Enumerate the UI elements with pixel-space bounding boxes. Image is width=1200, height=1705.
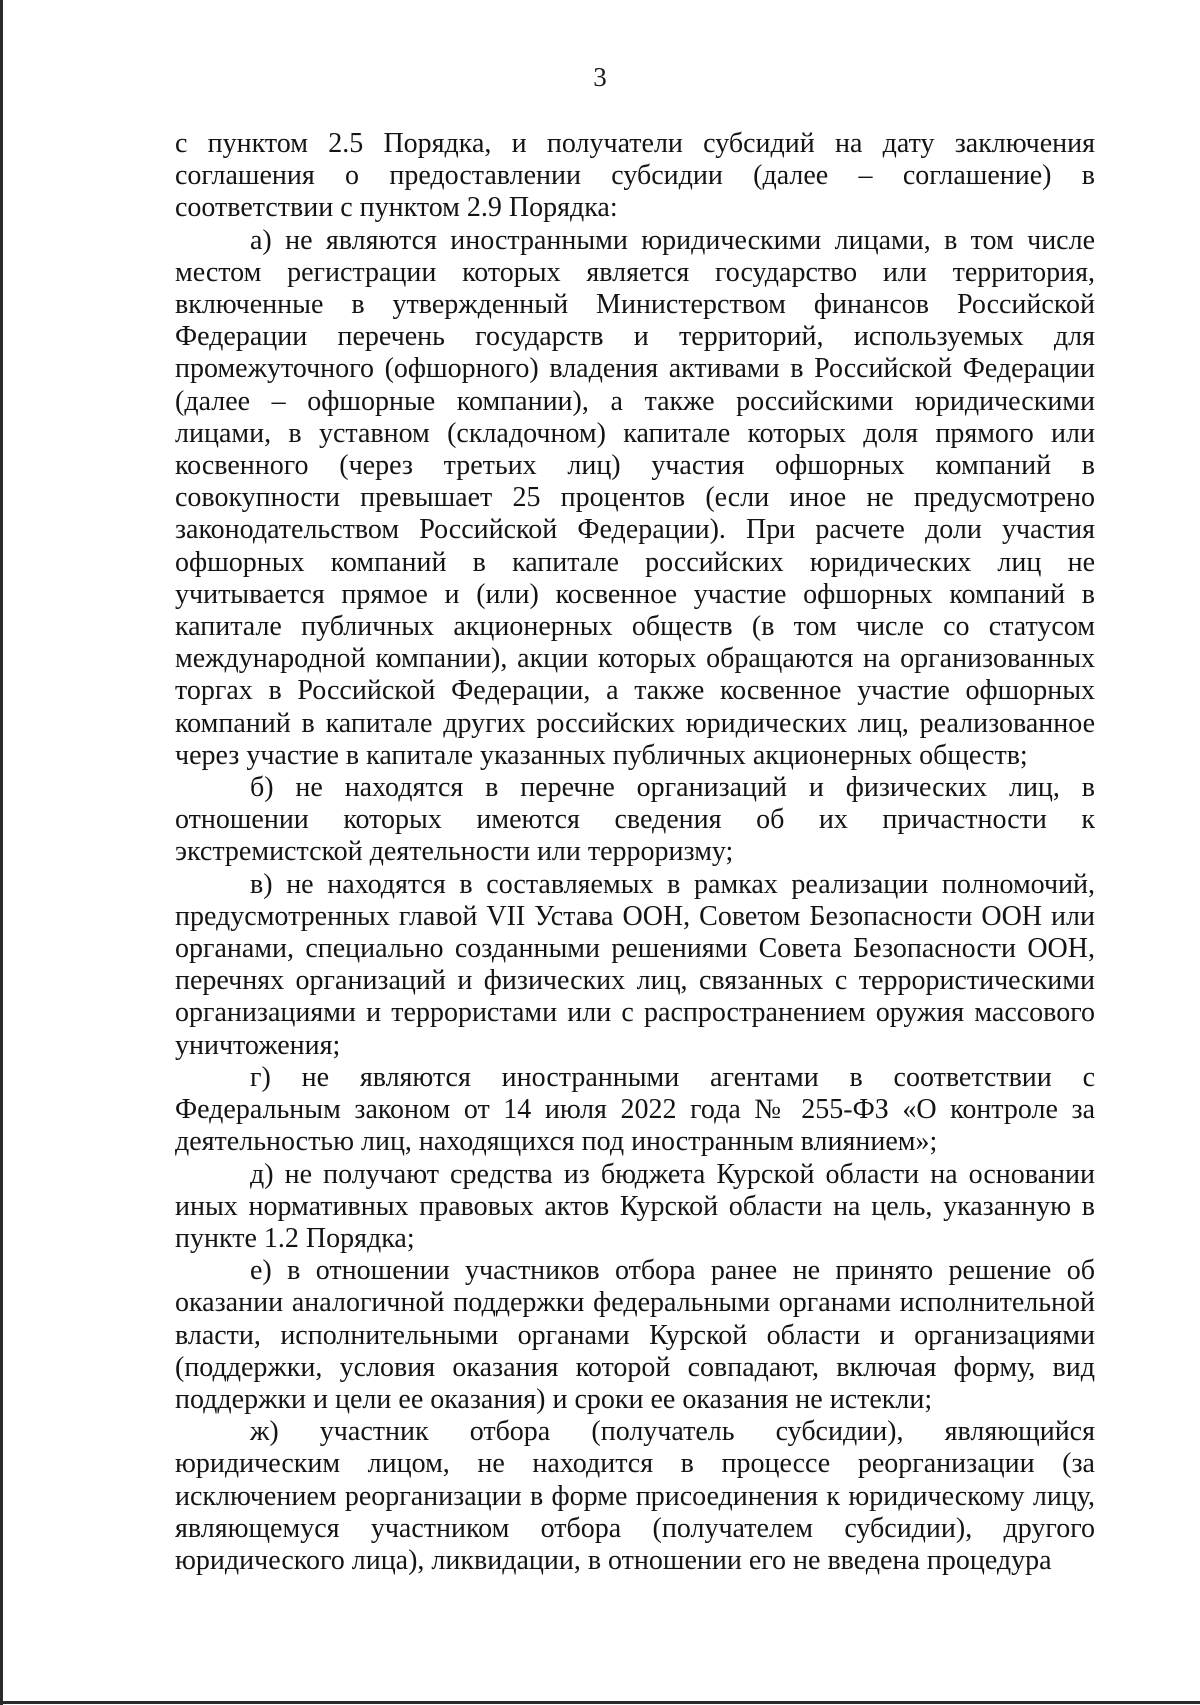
paragraph-item-g: г) не являются иностранными агентами в соответствии с Федеральным законом от 14 июля 2022 года № 255-ФЗ «О контроле за деятельностью лиц, находящихся под иностранным влиянием»; [175, 1061, 1095, 1158]
paragraph-item-zh: ж) участник отбора (получатель субсидии), являющийся юридическим лицом, не находится в процессе реорганизации (за исключением реорганизации в форме присоединения к юридическому лицу, являющемуся участником отбора (получателем субсидии), другого юридического лица), ликвидации, в отношении его не введена процедура [175, 1416, 1095, 1576]
page-number: 3 [593, 62, 607, 92]
paragraph-intro: с пунктом 2.5 Порядка, и получатели субсидий на дату заключения соглашения о предоставлении субсидии (далее – соглашение) в соответствии с пунктом 2.9 Порядка: [175, 128, 1095, 224]
document-body [175, 128, 1095, 1577]
paragraph-item-a: а) не являются иностранными юридическими лицами, в том числе местом регистрации которых является государство или территория, включенные в утвержденный Министерством финансов Российской Федерации перечень государств и территорий, используемых для промежуточного (офшорного) владения активами в Российской Федерации (далее – офшорные компании), а также российскими юридическими лицами, в уставном (складочном) капитале которых доля прямого или косвенного (через третьих лиц) участия офшорных компаний в совокупности превышает 25 процентов (если иное не предусмотрено законодательством Российской Федерации). При расчете доли участия офшорных компаний в капитале российских юридических лиц не учитывается прямое и (или) косвенное участие офшорных компаний в капитале публичных акционерных обществ (в том числе со статусом международной компании), акции которых обращаются на организованных торгах в Российской Федерации, а также косвенное участие офшорных компаний в капитале других российских юридических лиц, реализованное через участие в капитале указанных публичных акционерных обществ; [175, 224, 1095, 771]
paragraph-item-v: в) не находятся в составляемых в рамках реализации полномочий, предусмотренных главой VII Устава ООН, Советом Безопасности ООН или органами, специально созданными решениями Совета Безопасности ООН, перечнях организаций и физических лиц, связанных с террористическими организациями и террористами или с распространением оружия массового уничтожения; [175, 868, 1095, 1061]
paragraph-item-b: б) не находятся в перечне организаций и физических лиц, в отношении которых имеются сведения об их причастности к экстремистской деятельности или терроризму; [175, 772, 1095, 868]
scan-edge-bottom [0, 1701, 1200, 1704]
paragraph-item-d: д) не получают средства из бюджета Курской области на основании иных нормативных правовых актов Курской области на цель, указанную в пункте 1.2 Порядка; [175, 1158, 1095, 1254]
scan-edge-left [0, 0, 3, 1705]
paragraph-item-e: е) в отношении участников отбора ранее не принято решение об оказании аналогичной поддержки федеральными органами исполнительной власти, исполнительными органами Курской области и организациями (поддержки, условия оказания которой совпадают, включая форму, вид поддержки и цели ее оказания) и сроки ее оказания не истекли; [175, 1255, 1095, 1415]
